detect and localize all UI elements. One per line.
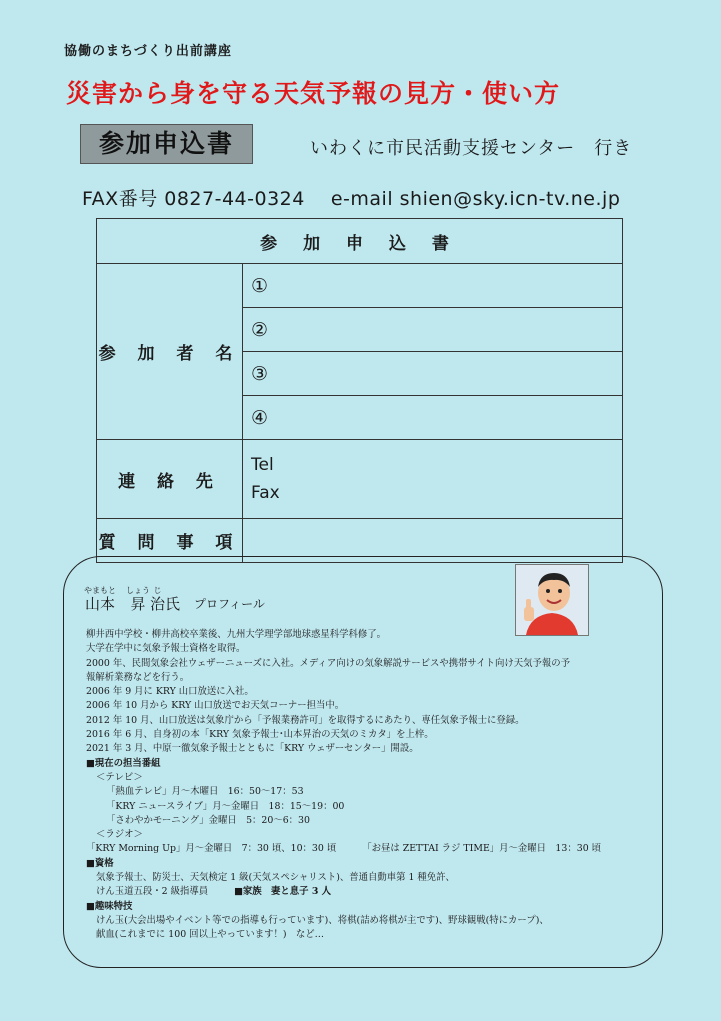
bio-line: 2000 年、民間気象会社ウェザーニューズに入社。メディア向けの気象解説サービスや携帯サイト向け天気予報の予 bbox=[86, 657, 570, 669]
qualifications-line: 気象予報士、防災士、天気検定 1 級(天気スペシャリスト)、普通自動車第 1 種免許、 bbox=[96, 872, 455, 884]
fax-label: Fax bbox=[251, 483, 280, 503]
profile-name bbox=[84, 586, 265, 613]
given-name-2: じ 治 bbox=[150, 586, 166, 613]
qualifications-line: けん玉道五段・2 級指導員 ■家族 妻と息子 3 人 bbox=[96, 886, 331, 898]
participant-field-2[interactable]: ② bbox=[243, 308, 623, 352]
programs-heading: ■現在の担当番組 bbox=[86, 757, 161, 769]
radio-program: 「お昼は ZETTAI ラジ TIME」月～金曜日 13：30 頃 bbox=[362, 843, 602, 855]
email-address: e-mail shien@sky.icn-tv.ne.jp bbox=[330, 188, 621, 210]
form-title: 参 加 申 込 書 bbox=[97, 219, 623, 264]
tv-label: ＜テレビ＞ bbox=[96, 771, 143, 783]
tv-program: 「さわやかモーニング」金曜日 5：20～6：30 bbox=[106, 814, 310, 826]
hobbies-line: けん玉(大会出場やイベント等での指導も行っています)、将棋(詰め将棋が主です)、野球観戦(特にカープ)、 bbox=[96, 914, 549, 926]
contact-line bbox=[82, 184, 620, 211]
bio-line: 2016 年 6 月、自身初の本「KRY 気象予報士･山本昇治の天気のミカタ」を上梓。 bbox=[86, 729, 434, 741]
bio-line: 2006 年 9 月に KRY 山口放送に入社。 bbox=[86, 686, 254, 698]
radio-programs bbox=[86, 842, 656, 856]
family-line: ■家族 妻と息子 3 人 bbox=[234, 886, 331, 898]
bio-line: 2021 年 3 月、中原一徹気象予報士とともに「KRY ウェザーセンター」開設。 bbox=[86, 743, 419, 755]
series-title: 協働のまちづくり出前講座 bbox=[64, 44, 232, 59]
profile-bio bbox=[86, 628, 656, 943]
participant-field-4[interactable]: ④ bbox=[243, 396, 623, 440]
hobbies-line: 献血(これまでに 100 回以上やっています！) など… bbox=[96, 929, 325, 941]
hobbies-heading: ■趣味特技 bbox=[86, 900, 133, 912]
bio-line: 大学在学中に気象予報士資格を取得。 bbox=[86, 643, 246, 655]
tv-program: 「熱血テレビ」月～木曜日 16：50～17：53 bbox=[106, 786, 304, 798]
participant-field-1[interactable]: ① bbox=[243, 264, 623, 308]
person-thumbs-up-icon bbox=[516, 565, 588, 635]
contact-field[interactable] bbox=[243, 440, 623, 519]
radio-label: ＜ラジオ＞ bbox=[96, 829, 143, 841]
tel-label: Tel bbox=[251, 455, 274, 475]
page-title: 災害から身を守る天気予報の見方・使い方 bbox=[66, 79, 561, 108]
application-form bbox=[96, 218, 623, 563]
radio-program: 「KRY Morning Up」月～金曜日 7：30 頃、10：30 頃 bbox=[86, 843, 337, 855]
contact-label: 連 絡 先 bbox=[97, 440, 243, 519]
given-name-1: しょう 昇 bbox=[126, 586, 150, 613]
bio-line: 2006 年 10 月から KRY 山口放送でお天気コーナー担当中。 bbox=[86, 700, 345, 712]
fax-number: FAX番号 0827-44-0324 bbox=[82, 188, 305, 210]
honorific: 氏 bbox=[165, 595, 181, 613]
bio-line: 2012 年 10 月、山口放送は気象庁から「予報業務許可」を取得するにあたり、専任気象予報士に登録。 bbox=[86, 714, 525, 726]
bio-line: 報解析業務などを行う。 bbox=[86, 671, 190, 683]
tv-program: 「KRY ニュースライブ」月～金曜日 18：15～19：00 bbox=[106, 800, 345, 812]
participant-field-3[interactable]: ③ bbox=[243, 352, 623, 396]
profile-photo bbox=[515, 564, 589, 636]
form-label: 参加申込書 bbox=[80, 124, 253, 164]
bio-line: 柳井西中学校・柳井高校卒業後、九州大学理学部地球惑星科学科修了。 bbox=[86, 629, 387, 640]
destination: いわくに市民活動支援センター 行き bbox=[310, 138, 633, 159]
qualifications-heading: ■資格 bbox=[86, 857, 114, 869]
participants-label: 参 加 者 名 bbox=[97, 264, 243, 440]
profile-heading: プロフィール bbox=[194, 597, 265, 611]
surname: やまもと 山本 bbox=[84, 586, 116, 613]
questions-label: 質 問 事 項 bbox=[97, 519, 243, 563]
